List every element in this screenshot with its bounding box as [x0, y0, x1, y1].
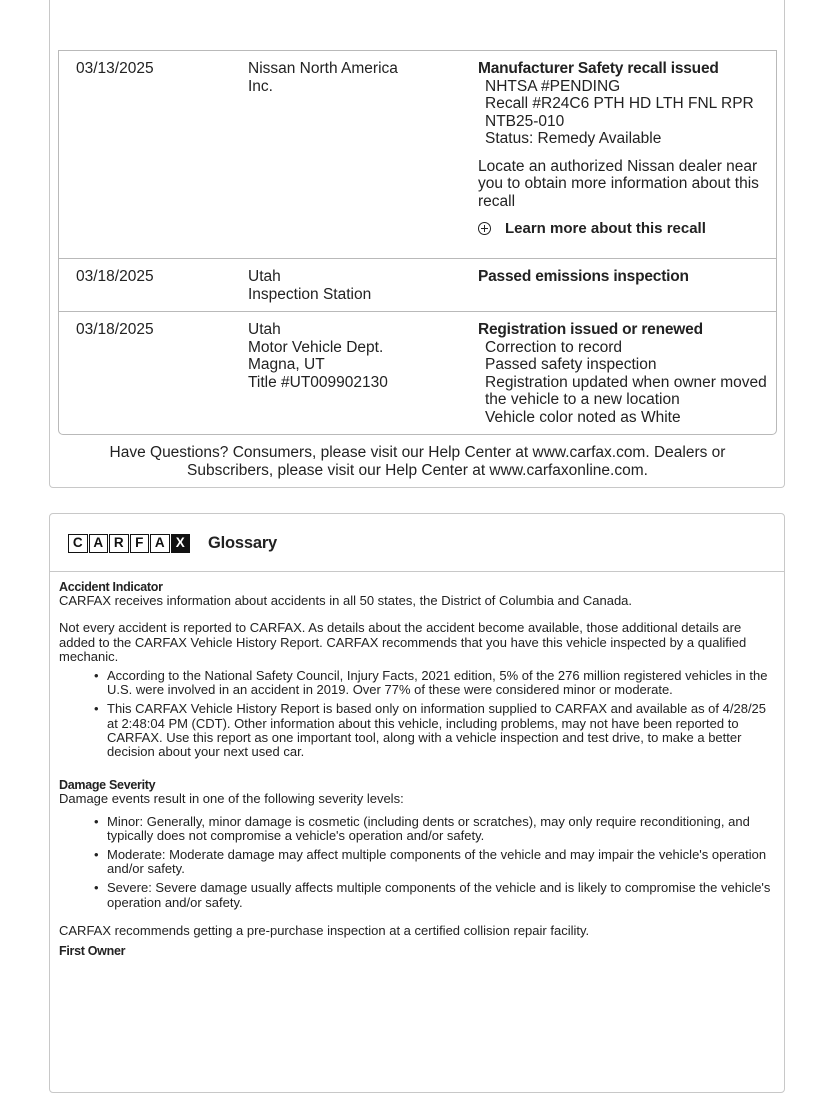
learn-more-label: Learn more about this recall	[505, 220, 706, 237]
comment-line: Passed safety inspection	[485, 356, 657, 373]
term-damage-severity: Damage Severity	[59, 778, 156, 793]
definition-text: Not every accident is reported to CARFAX. As details about the accident become available, those additional details are added to the CARFAX Vehicle History Report. CARFAX recommends that you have this vehicle inspected by a qualified mechanic.	[59, 620, 747, 664]
comment-line: Vehicle color noted as White	[485, 408, 681, 426]
comment-line: Status: Remedy Available	[485, 130, 662, 147]
source-line: Magna, UT	[248, 356, 325, 373]
logo-letter: F	[130, 534, 150, 553]
source-line: Inc.	[248, 77, 273, 95]
comment-title: Registration issued or renewed	[478, 321, 703, 338]
logo-letter: A	[89, 534, 109, 553]
list-item: • According to the National Safety Council, Injury Facts, 2021 edition, 5% of the 276 million registered vehicles in the U.S. were involved in an accident in 2019. Over 77% of these were considered minor or moderate.	[107, 669, 779, 697]
accident-bullets	[59, 669, 779, 759]
plus-circle-icon	[478, 222, 491, 235]
row-source	[248, 60, 398, 95]
row-comments	[478, 60, 773, 238]
comment-line: Recall #R24C6 PTH HD LTH FNL RPR	[485, 95, 754, 112]
help-center-note	[60, 444, 775, 479]
list-item: • Minor: Generally, minor damage is cosmetic (including dents or scratches), may only require reconditioning, and typically does not compromise a vehicle's operation and/or safety.	[107, 815, 779, 843]
source-line: Motor Vehicle Dept.	[248, 338, 384, 356]
definition-text: Damage events result in one of the following severity levels:	[59, 791, 404, 807]
comment-title: Passed emissions inspection	[478, 268, 689, 285]
definition-text: CARFAX receives information about accidents in all 50 states, the District of Columbia and Canada.	[59, 593, 633, 609]
row-date: 03/18/2025	[76, 268, 154, 285]
recall-note: Locate an authorized Nissan dealer near you to obtain more information about this recall	[478, 157, 759, 210]
damage-bullets	[59, 815, 779, 910]
list-item: • This CARFAX Vehicle History Report is based only on information supplied to CARFAX and available as of 4/28/25 at 2:48:04 PM (CDT). Other information about this vehicle, including problems, may not have been reported to CARFAX. Use this report as one important tool, along with a vehicle inspection and test drive, to make a better decision about your next used car.	[107, 702, 779, 759]
list-item: • Severe: Severe damage usually affects multiple components of the vehicle and is likely to compromise the vehicle's operation and/or safety.	[107, 881, 779, 909]
glossary-header	[50, 514, 784, 572]
carfax-logo	[68, 534, 191, 553]
comment-title: Manufacturer Safety recall issued	[478, 60, 719, 77]
glossary-title: Glossary	[208, 534, 278, 552]
table-row	[59, 311, 776, 435]
comment-line: NTB25-010	[485, 112, 565, 130]
term-first-owner: First Owner	[59, 944, 126, 959]
logo-letter: X	[171, 534, 191, 553]
logo-letter: A	[150, 534, 170, 553]
table-row	[59, 258, 776, 311]
history-table	[58, 50, 777, 435]
learn-more-link[interactable]	[478, 220, 773, 238]
table-row	[59, 51, 776, 258]
source-line: Utah	[248, 321, 281, 338]
row-date: 03/13/2025	[76, 60, 154, 77]
source-line: Nissan North America	[248, 60, 398, 77]
comment-line: Correction to record	[485, 338, 622, 356]
row-source	[248, 268, 371, 303]
source-line: Title #UT009902130	[248, 373, 388, 391]
comment-line: Registration updated when owner moved the vehicle to a new location	[485, 373, 767, 408]
row-comments	[478, 321, 773, 426]
row-comments	[478, 268, 773, 286]
definition-text: CARFAX recommends getting a pre-purchase inspection at a certified collision repair facility.	[59, 922, 590, 938]
row-date: 03/18/2025	[76, 321, 154, 338]
source-line: Inspection Station	[248, 285, 372, 303]
help-line: Have Questions? Consumers, please visit our Help Center at www.carfax.com. Dealers or	[109, 444, 726, 461]
glossary-panel	[49, 513, 785, 1093]
row-source	[248, 321, 388, 391]
source-line: Utah	[248, 268, 281, 285]
list-item: • Moderate: Moderate damage may affect multiple components of the vehicle and may impair the vehicle's operation and/or safety.	[107, 848, 779, 876]
glossary-body	[59, 580, 779, 958]
comment-line: NHTSA #PENDING	[485, 77, 621, 95]
term-accident-indicator: Accident Indicator	[59, 580, 163, 594]
logo-letter: R	[109, 534, 129, 553]
help-line: Subscribers, please visit our Help Center at www.carfaxonline.com.	[187, 461, 648, 479]
logo-letter: C	[68, 534, 88, 553]
